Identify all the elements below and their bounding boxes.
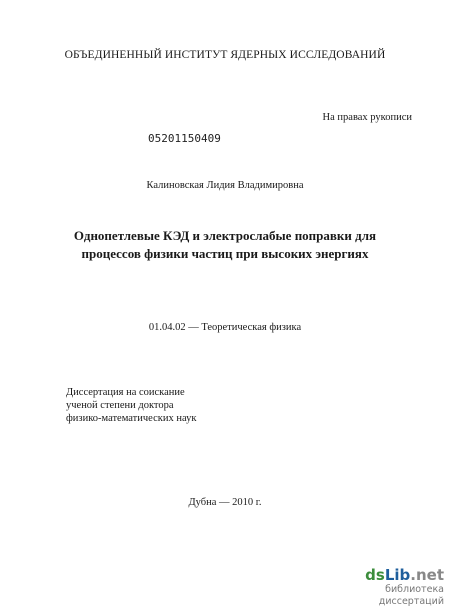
watermark-logo-lib: Lib bbox=[384, 566, 411, 584]
author-name: Калиновская Лидия Владимировна bbox=[146, 180, 304, 191]
dissertation-title bbox=[0, 227, 450, 263]
title-line-2: процессов физики частиц при высоких энергиях bbox=[81, 246, 369, 261]
watermark-logo-ds: ds bbox=[365, 566, 385, 584]
library-stamp-code: 05201150409 bbox=[148, 132, 221, 145]
place-and-year: Дубна — 2010 г. bbox=[188, 497, 262, 508]
degree-line-1: Диссертация на соискание bbox=[66, 387, 185, 398]
watermark-logo-net: .net bbox=[410, 566, 444, 584]
degree-line-2: ученой степени доктора bbox=[66, 400, 174, 411]
watermark-tagline: библиотека диссертаций bbox=[378, 584, 444, 607]
title-line-1: Однопетлевые КЭД и электрослабые поправки для bbox=[73, 228, 377, 243]
institute-name: ОБЪЕДИНЕННЫЙ ИНСТИТУТ ЯДЕРНЫХ ИССЛЕДОВАНИЙ bbox=[64, 49, 386, 61]
degree-line-3: физико-математических наук bbox=[66, 413, 197, 424]
dslib-watermark bbox=[326, 567, 444, 608]
degree-statement bbox=[66, 386, 196, 425]
watermark-logo bbox=[326, 567, 444, 584]
manuscript-rights-note: На правах рукописи bbox=[322, 112, 412, 123]
specialty-code: 01.04.02 — Теоретическая физика bbox=[148, 322, 302, 333]
